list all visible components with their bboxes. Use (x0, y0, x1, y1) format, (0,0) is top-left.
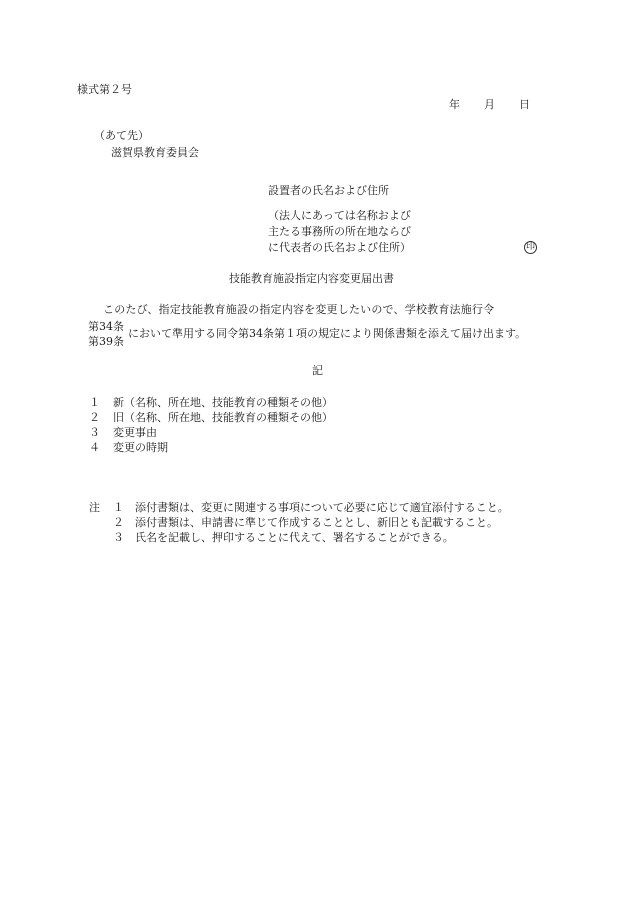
founder-note (268, 208, 411, 256)
item-text: 新（名称、所在地、技能教育の種類その他） (113, 396, 333, 409)
article-options (88, 319, 124, 349)
document-title: 技能教育施設指定内容変更届出書 (229, 272, 394, 285)
founder-label: 設置者の氏名および住所 (268, 184, 389, 197)
founder-note-line: に代表者の氏名および住所） (268, 241, 411, 254)
item-number: １ (89, 396, 100, 409)
notes-section (89, 501, 509, 546)
date-year: 年 (449, 98, 460, 111)
date-month: 月 (484, 98, 495, 111)
date-day: 日 (519, 98, 530, 111)
note-number: ２ (113, 516, 124, 529)
body-line-2: において準用する同令第34条第１項の規定により関係書類を添えて届け出ます。 (128, 327, 527, 340)
addressee-label: （あて先） (94, 129, 149, 142)
note-text: 氏名を記載し、押印することに代えて、署名することができる。 (135, 531, 454, 544)
date-line (449, 98, 530, 112)
body-line-1: このたび、指定技能教育施設の指定内容を変更したいので、学校教育法施行令 (103, 303, 495, 316)
note-item (89, 516, 509, 531)
note-number: １ (113, 501, 124, 514)
note-number: ３ (113, 531, 124, 544)
note-text: 添付書類は、変更に関連する事項について必要に応じて適宜添付すること。 (135, 501, 509, 514)
item-text: 変更事由 (113, 426, 157, 439)
seal-mark: 印 (525, 242, 535, 252)
item-number: ３ (89, 426, 100, 439)
item-number: ４ (89, 441, 100, 454)
founder-note-line: （法人にあっては名称および (268, 209, 411, 222)
item-list (89, 396, 333, 456)
list-item (89, 426, 333, 441)
note-item (89, 501, 509, 516)
item-text: 変更の時期 (113, 441, 168, 454)
list-item (89, 441, 333, 456)
note-text: 添付書類は、申請書に準じて作成することとし、新旧とも記載すること。 (135, 516, 498, 529)
addressee-name: 滋賀県教育委員会 (111, 146, 199, 159)
founder-note-line: 主たる事務所の所在地ならび (268, 225, 411, 238)
item-text: 旧（名称、所在地、技能教育の種類その他） (113, 411, 333, 424)
item-number: ２ (89, 411, 100, 424)
list-item (89, 396, 333, 411)
note-item (89, 531, 509, 546)
article-option: 第34条 (88, 320, 124, 333)
article-option: 第39条 (88, 335, 124, 348)
ki-heading: 記 (312, 364, 323, 377)
form-number: 様式第２号 (77, 83, 132, 96)
notes-label: 注 (89, 501, 100, 514)
list-item (89, 411, 333, 426)
